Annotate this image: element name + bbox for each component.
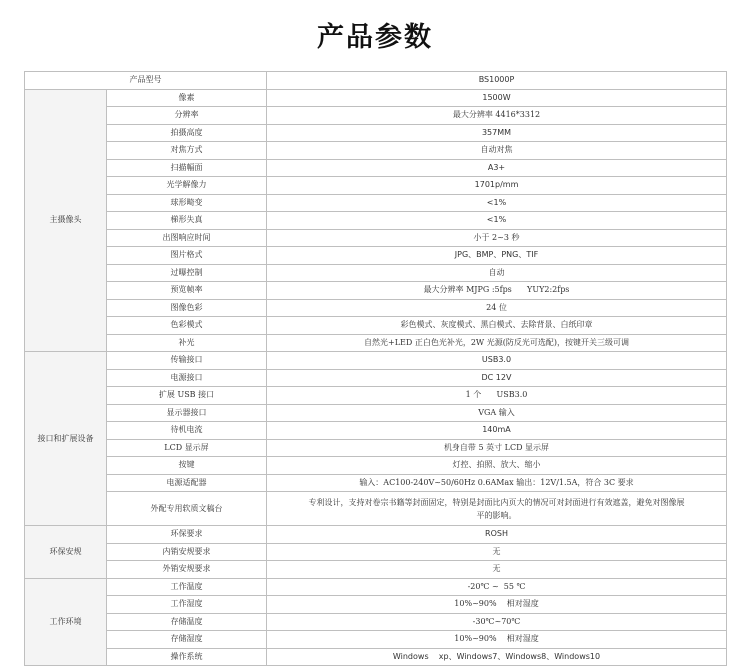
table-row bbox=[25, 404, 727, 422]
row-value: 无 bbox=[267, 561, 727, 579]
row-label: 预览帧率 bbox=[107, 282, 267, 300]
row-label: 梯形失真 bbox=[107, 212, 267, 230]
table-row bbox=[25, 613, 727, 631]
row-value: 357MM bbox=[267, 124, 727, 142]
row-label: 图片格式 bbox=[107, 247, 267, 265]
row-label: 按键 bbox=[107, 457, 267, 475]
table-row bbox=[25, 212, 727, 230]
row-value: DC 12V bbox=[267, 369, 727, 387]
row-value: 140mA bbox=[267, 422, 727, 440]
row-label: 环保要求 bbox=[107, 526, 267, 544]
row-value: 24 位 bbox=[267, 299, 727, 317]
group-interface: 接口和扩展设备 bbox=[25, 352, 107, 526]
row-label: 存储湿度 bbox=[107, 631, 267, 649]
row-label: 光学解像力 bbox=[107, 177, 267, 195]
model-value: BS1000P bbox=[267, 72, 727, 90]
table-row bbox=[25, 159, 727, 177]
row-label: 工作温度 bbox=[107, 578, 267, 596]
table-row bbox=[25, 631, 727, 649]
row-value: 彩色模式、灰度模式、黑白模式、去除背景、白纸印章 bbox=[267, 317, 727, 335]
row-label: 补光 bbox=[107, 334, 267, 352]
row-value: 机身自带 5 英寸 LCD 显示屏 bbox=[267, 439, 727, 457]
table-row bbox=[25, 317, 727, 335]
row-value: 灯控、拍照、放大、缩小 bbox=[267, 457, 727, 475]
table-row bbox=[25, 369, 727, 387]
table-row bbox=[25, 474, 727, 492]
table-row bbox=[25, 439, 727, 457]
table-row bbox=[25, 72, 727, 90]
table-row bbox=[25, 264, 727, 282]
row-label: 出图响应时间 bbox=[107, 229, 267, 247]
table-row bbox=[25, 142, 727, 160]
row-label: 像素 bbox=[107, 89, 267, 107]
spec-table bbox=[24, 71, 727, 666]
row-label: 扫描幅面 bbox=[107, 159, 267, 177]
table-row bbox=[25, 578, 727, 596]
row-label: 存储温度 bbox=[107, 613, 267, 631]
table-row bbox=[25, 526, 727, 544]
row-value: 无 bbox=[267, 543, 727, 561]
row-value: 1701p/mm bbox=[267, 177, 727, 195]
row-value: -20℃ ~ 55 ℃ bbox=[267, 578, 727, 596]
row-label: 对焦方式 bbox=[107, 142, 267, 160]
row-label: 拍摄高度 bbox=[107, 124, 267, 142]
row-value: -30℃~70℃ bbox=[267, 613, 727, 631]
table-row bbox=[25, 543, 727, 561]
page-title: 产品参数 bbox=[317, 22, 433, 53]
row-value: 专利设计，支持对卷宗书籍等封面固定，特别是封面比内页大的情况可对封面进行有效遮盖，避免对图像展平的影响。 bbox=[267, 492, 727, 526]
row-label: 内销安规要求 bbox=[107, 543, 267, 561]
row-value: USB3.0 bbox=[267, 352, 727, 370]
row-value: 1500W bbox=[267, 89, 727, 107]
group-env: 环保安规 bbox=[25, 526, 107, 579]
row-label: 球形畸变 bbox=[107, 194, 267, 212]
row-label: 显示器接口 bbox=[107, 404, 267, 422]
row-label: 传输接口 bbox=[107, 352, 267, 370]
table-row bbox=[25, 387, 727, 405]
row-value: 输入：AC100-240V~50/60Hz 0.6AMax 输出：12V/1.5A，符合 3C 要求 bbox=[267, 474, 727, 492]
row-value: 自动对焦 bbox=[267, 142, 727, 160]
row-label: 扩展 USB 接口 bbox=[107, 387, 267, 405]
table-row bbox=[25, 229, 727, 247]
row-value: 自然光+LED 正白色光补光，2W 光源(防反光可选配)，按键开关三级可调 bbox=[267, 334, 727, 352]
table-row bbox=[25, 247, 727, 265]
row-label: 分辨率 bbox=[107, 107, 267, 125]
table-row bbox=[25, 352, 727, 370]
row-label: 电源接口 bbox=[107, 369, 267, 387]
row-label: 工作湿度 bbox=[107, 596, 267, 614]
row-label: 外配专用软质文稿台 bbox=[107, 492, 267, 526]
table-row bbox=[25, 194, 727, 212]
row-label: 外销安规要求 bbox=[107, 561, 267, 579]
row-value: 小于 2~3 秒 bbox=[267, 229, 727, 247]
table-row bbox=[25, 596, 727, 614]
row-value: JPG、BMP、PNG、TIF bbox=[267, 247, 727, 265]
table-row bbox=[25, 177, 727, 195]
table-row bbox=[25, 422, 727, 440]
row-value: 10%~90% 相对湿度 bbox=[267, 596, 727, 614]
row-value: <1% bbox=[267, 212, 727, 230]
row-label: 过曝控制 bbox=[107, 264, 267, 282]
row-value: 10%~90% 相对湿度 bbox=[267, 631, 727, 649]
row-label: 操作系统 bbox=[107, 648, 267, 666]
row-value: VGA 输入 bbox=[267, 404, 727, 422]
group-camera: 主摄像头 bbox=[25, 89, 107, 352]
row-label: 待机电流 bbox=[107, 422, 267, 440]
table-row bbox=[25, 457, 727, 475]
row-value: <1% bbox=[267, 194, 727, 212]
table-row bbox=[25, 334, 727, 352]
table-row bbox=[25, 492, 727, 526]
row-value: ROSH bbox=[267, 526, 727, 544]
group-work: 工作环境 bbox=[25, 578, 107, 666]
row-label: 电源适配器 bbox=[107, 474, 267, 492]
row-value: Windows xp、Windows7、Windows8、Windows10 bbox=[267, 648, 727, 666]
row-value: 自动 bbox=[267, 264, 727, 282]
row-label: 色彩模式 bbox=[107, 317, 267, 335]
table-row bbox=[25, 282, 727, 300]
row-value: 最大分辨率 MJPG :5fps YUY2:2fps bbox=[267, 282, 727, 300]
table-row bbox=[25, 89, 727, 107]
row-label: LCD 显示屏 bbox=[107, 439, 267, 457]
row-value: 最大分辨率 4416*3312 bbox=[267, 107, 727, 125]
row-value: A3+ bbox=[267, 159, 727, 177]
row-value: 1 个 USB3.0 bbox=[267, 387, 727, 405]
model-label: 产品型号 bbox=[25, 72, 267, 90]
table-row bbox=[25, 299, 727, 317]
table-row bbox=[25, 124, 727, 142]
table-row bbox=[25, 107, 727, 125]
row-label: 图像色彩 bbox=[107, 299, 267, 317]
table-row bbox=[25, 561, 727, 579]
